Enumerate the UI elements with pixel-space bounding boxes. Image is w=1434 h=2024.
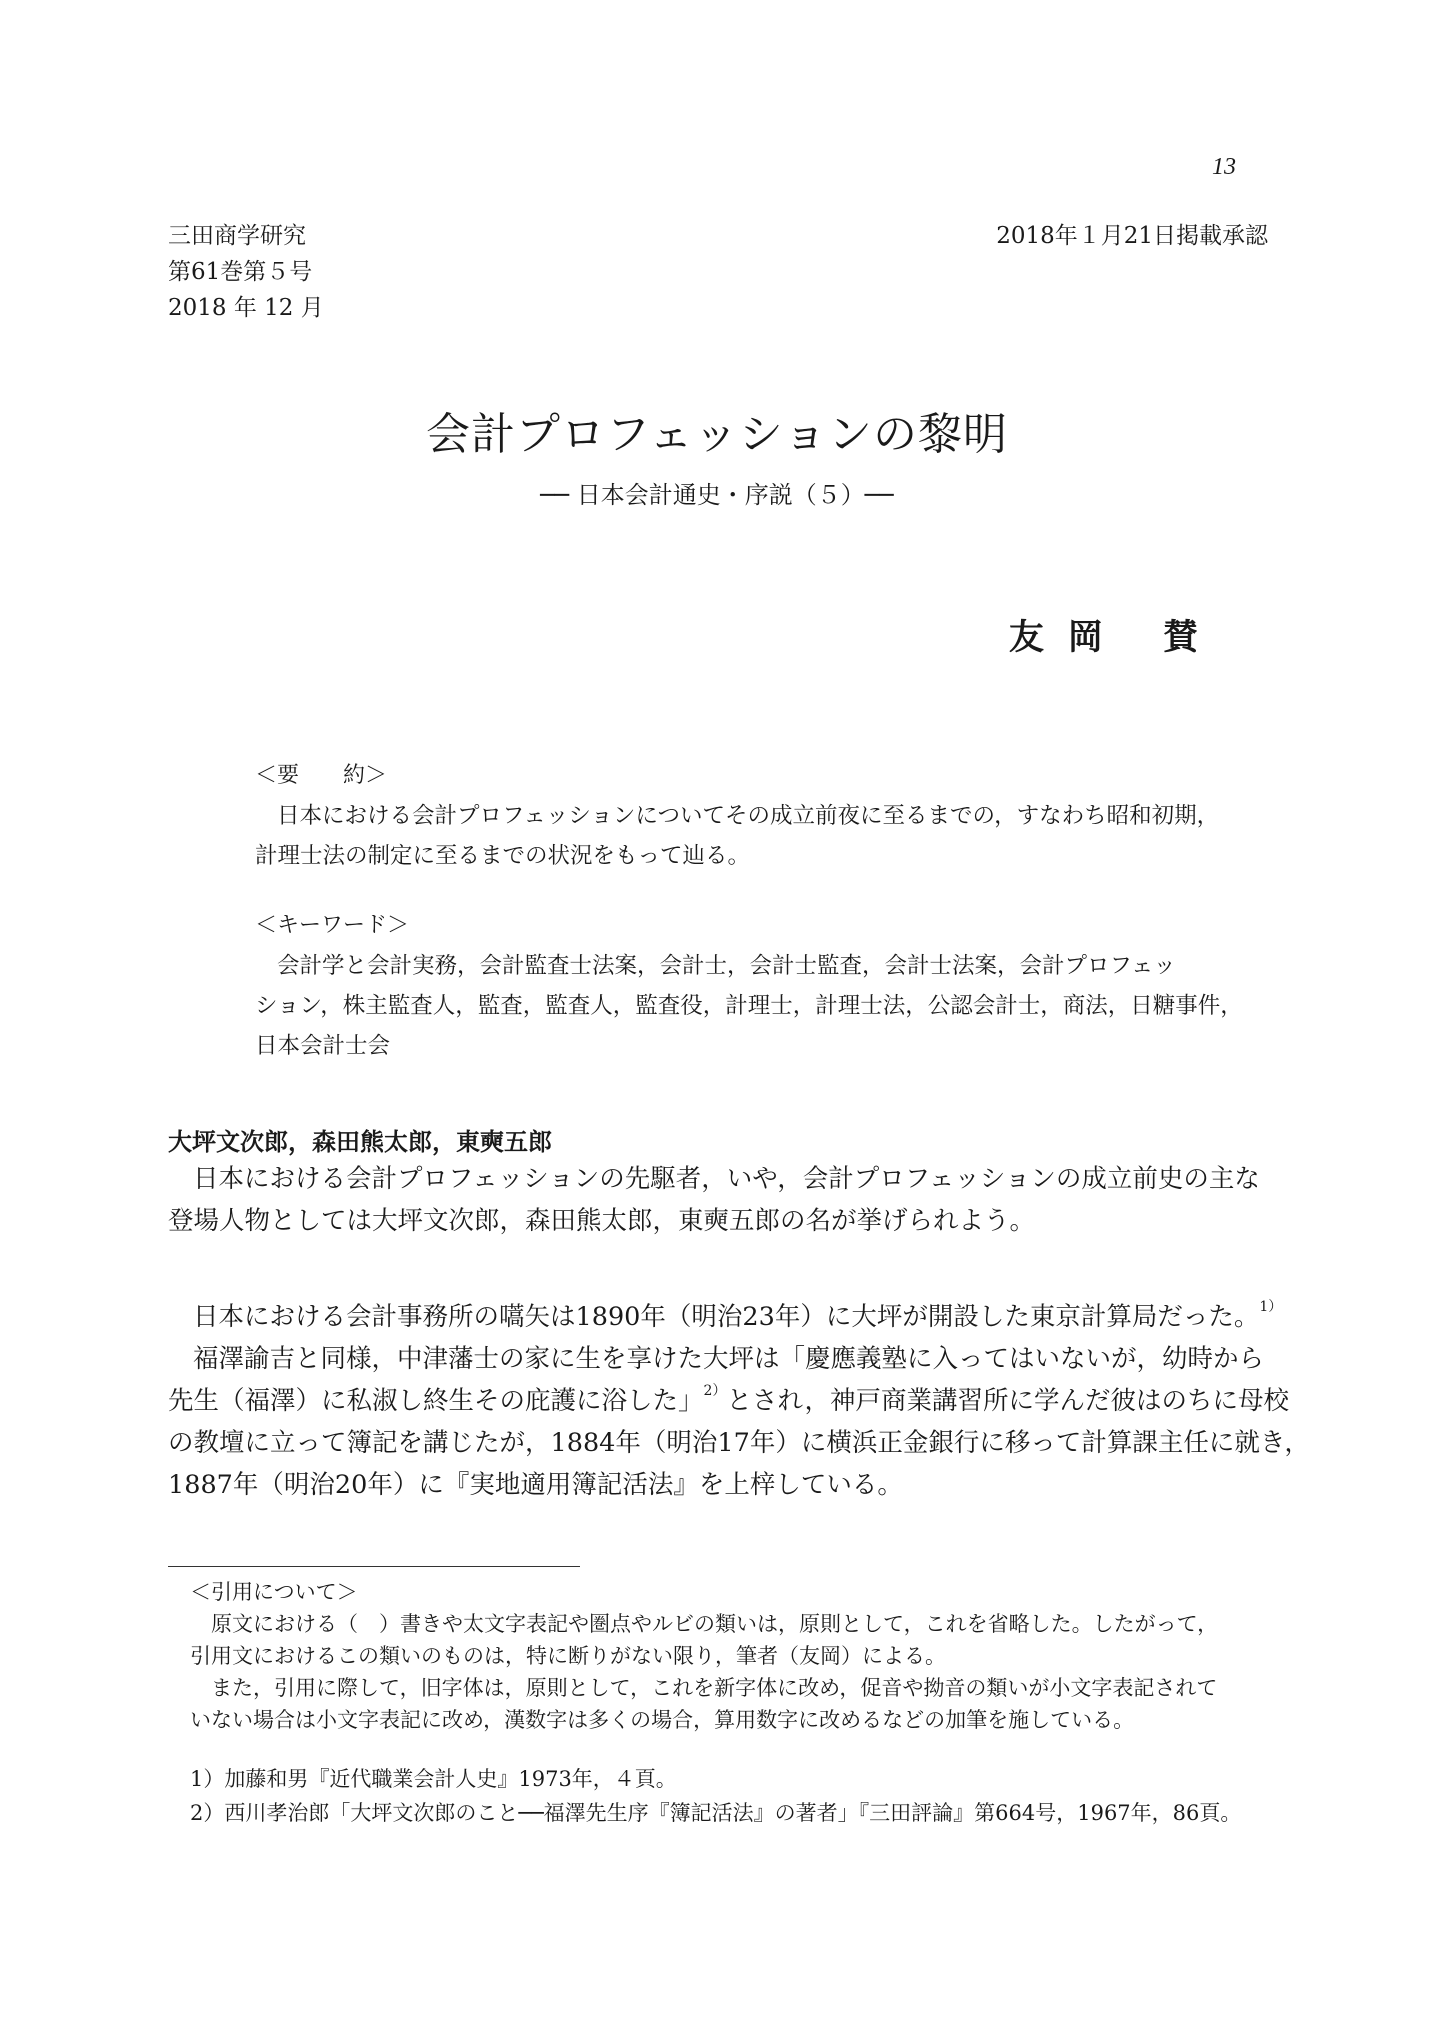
article-title: 会計プロフェッションの黎明 (426, 409, 1008, 460)
citation-note-line: いない場合は小文字表記に改め，漢数字は多くの場合，算用数字に改めるなどの加筆を施している。 (190, 1708, 1135, 1732)
keywords-line: ション，株主監査人，監査，監査人，監査役，計理士，計理士法，公認会計士，商法，日糖事件， (255, 993, 1243, 1019)
footnote-ref: 1） (1259, 1299, 1283, 1315)
paragraph-line: 1887年（明治20年）に『実地適用簿記活法』を上梓している。 (168, 1470, 903, 1500)
author-name: 友岡 賛 (1008, 617, 1222, 658)
footnote-divider (168, 1566, 580, 1567)
article-subtitle: ── 日本会計通史・序説（５）── (540, 481, 894, 509)
footnote-ref: 2） (703, 1383, 727, 1399)
paragraph-text: 日本における会計事務所の嚆矢は1890年（明治23年）に大坪が開設した東京計算局だった。 (193, 1302, 1260, 1332)
journal-date: 2018 年 12 月 (168, 295, 324, 321)
citation-note-line: 原文における（ ）書きや太文字表記や圏点やルビの類いは，原則として，これを省略した。したがって， (211, 1612, 1219, 1636)
paragraph-line: 登場人物としては大坪文次郎，森田熊太郎，東奭五郎の名が挙げられよう。 (168, 1206, 1036, 1236)
keywords-line: 日本会計士会 (255, 1033, 391, 1059)
paragraph-line: 日本における会計プロフェッションの先駆者，いや，会計プロフェッションの成立前史の主な (193, 1164, 1260, 1194)
citation-note (190, 1576, 1280, 1736)
footnotes (190, 1762, 1280, 1830)
approval-date: 2018年１月21日掲載承認 (996, 223, 1268, 249)
summary-body (255, 796, 1273, 876)
summary-line: 計理士法の制定に至るまでの状況をもって辿る。 (255, 843, 751, 869)
journal-volume-issue: 第61巻第５号 (168, 259, 313, 285)
paragraph-line (168, 1380, 1289, 1422)
body-paragraph (168, 1296, 1310, 1506)
body-paragraph (168, 1158, 1278, 1242)
journal-info (168, 218, 324, 326)
paragraph-text: とされ，神戸商業講習所に学んだ彼はのちに母校 (726, 1386, 1289, 1416)
keywords-heading: ＜キーワード＞ (255, 913, 410, 938)
footnote-item: 1）加藤和男『近代職業会計人史』1973年，４頁。 (190, 1767, 677, 1791)
paragraph-line: 福澤諭吉と同様，中津藩士の家に生を享けた大坪は「慶應義塾に入ってはいないが，幼時から (193, 1344, 1265, 1374)
paragraph-line (168, 1296, 1283, 1338)
paragraph-line: の教壇に立って簿記を講じたが，1884年（明治17年）に横浜正金銀行に移って計算課主任に就き， (168, 1428, 1310, 1458)
citation-note-line: 引用文におけるこの類いのものは，特に断りがない限り，筆者（友岡）による。 (190, 1644, 946, 1668)
paragraph-text: 先生（福澤）に私淑し終生その庇護に浴した」 (168, 1386, 704, 1416)
summary-heading: ＜要 約＞ (255, 763, 388, 788)
keywords-line: 会計学と会計実務，会計監査士法案，会計士，会計士監査，会計士法案，会計プロフェッ (277, 953, 1176, 979)
citation-note-line: また，引用に際して，旧字体は，原則として，これを新字体に改め，促音や拗音の類いが小文字表記されて (211, 1676, 1218, 1700)
section-heading: 大坪文次郎，森田熊太郎，東奭五郎 (168, 1128, 552, 1156)
summary-line: 日本における会計プロフェッションについてその成立前夜に至るまでの，すなわち昭和初期， (277, 803, 1220, 829)
footnote-item: 2）西川孝治郎「大坪文次郎のこと──福澤先生序『簿記活法』の著者」『三田評論』第664号，1967年，86頁。 (190, 1801, 1242, 1825)
citation-note-heading: ＜引用について＞ (190, 1580, 358, 1604)
keywords-body (255, 946, 1273, 1066)
journal-name: 三田商学研究 (168, 223, 306, 249)
page-number: 13 (1212, 154, 1236, 180)
